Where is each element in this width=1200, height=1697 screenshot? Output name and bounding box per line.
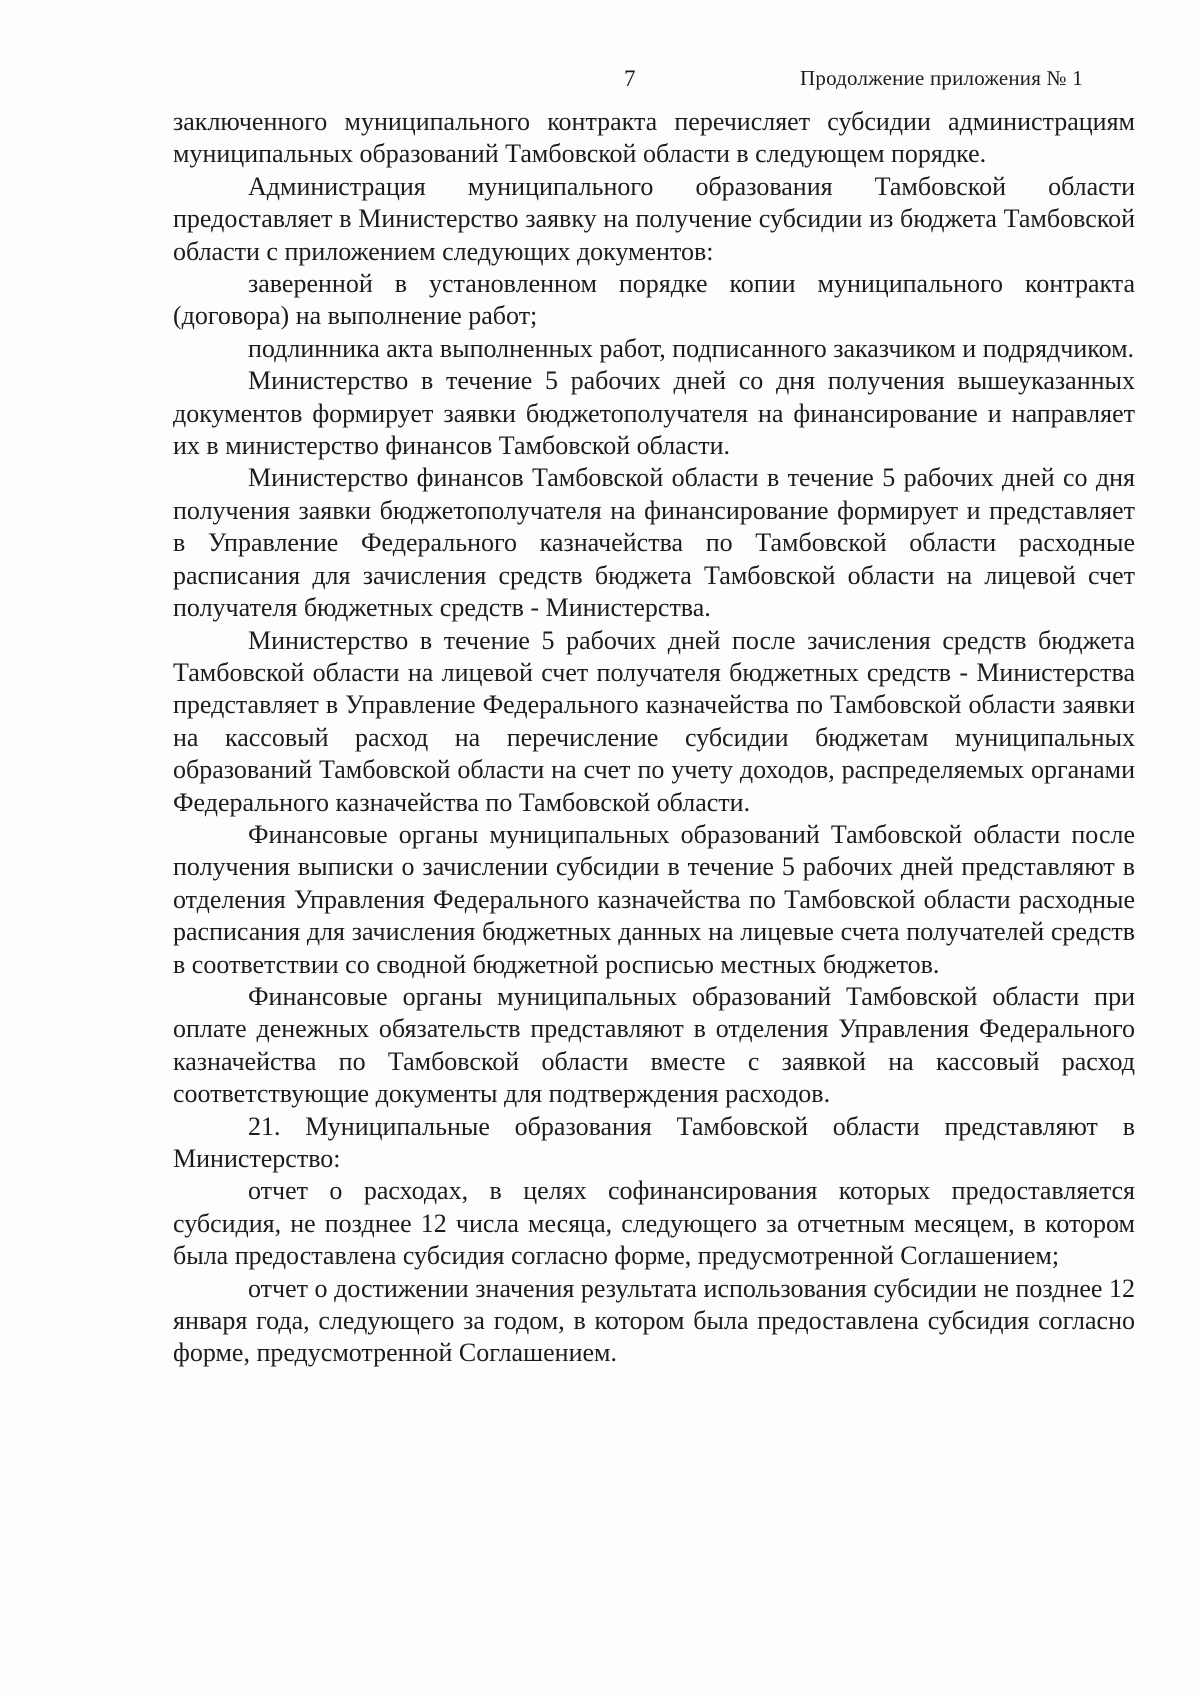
paragraph: Администрация муниципального образования Тамбовской области предоставляет в Министерство заявку на получение субсидии из бюджета Тамбовской области с приложением следующих документов: xyxy=(173,171,1135,266)
paragraph: отчет о расходах, в целях софинансирования которых предоставляется субсидия, не позднее 12 числа месяца, следующего за отчетным месяцем, в котором была предоставлена субсидия согласно форме, предусмотренной Соглашением; xyxy=(173,1176,1135,1271)
paragraph: Министерство в течение 5 рабочих дней со дня получения вышеуказанных документов формирует заявки бюджетополучателя на финансирование и направляет их в министерство финансов Тамбовской области. xyxy=(173,366,1135,461)
paragraph: подлинника акта выполненных работ, подписанного заказчиком и подрядчиком. xyxy=(248,333,1135,363)
page-number: 7 xyxy=(624,66,636,91)
document-body xyxy=(173,106,1135,1370)
paragraph-clause-21: 21. Муниципальные образования Тамбовской области представляют в Министерство: xyxy=(173,1111,1135,1173)
paragraph: Финансовые органы муниципальных образований Тамбовской области после получения выписки о зачислении субсидии в течение 5 рабочих дней представляют в отделения Управления Федерального казначейства по Тамбовской области расходные расписания для зачисления бюджетных данных на лицевые счета получателей средств в соответствии со сводной бюджетной росписью местных бюджетов. xyxy=(173,819,1135,979)
paragraph: Финансовые органы муниципальных образований Тамбовской области при оплате денежных обязательств представляют в отделения Управления Федерального казначейства по Тамбовской области вместе с заявкой на кассовый расход соответствующие документы для подтверждения расходов. xyxy=(173,981,1135,1109)
paragraph: отчет о достижении значения результата использования субсидии не позднее 12 января года, следующего за годом, в котором была предоставлена субсидия согласно форме, предусмотренной Соглашением. xyxy=(173,1273,1135,1368)
page-header xyxy=(0,66,1200,102)
appendix-continuation-note: Продолжение приложения № 1 xyxy=(800,66,1083,90)
paragraph: Министерство финансов Тамбовской области в течение 5 рабочих дней со дня получения заявки бюджетополучателя на финансирование формирует и представляет в Управление Федерального казначейства по Тамбовской области расходные расписания для зачисления средств бюджета Тамбовской области на лицевой счет получателя бюджетных средств - Министерства. xyxy=(173,463,1135,623)
paragraph-continued: заключенного муниципального контракта перечисляет субсидии администрациям муниципальных образований Тамбовской области в следующем порядке. xyxy=(173,107,1135,169)
paragraph: Министерство в течение 5 рабочих дней после зачисления средств бюджета Тамбовской области на лицевой счет получателя бюджетных средств - Министерства представляет в Управление Федерального казначейства по Тамбовской области заявки на кассовый расход на перечисление субсидии бюджетам муниципальных образований Тамбовской области на счет по учету доходов, распределяемых органами Федерального казначейства по Тамбовской области. xyxy=(173,625,1135,817)
paragraph: заверенной в установленном порядке копии муниципального контракта (договора) на выполнение работ; xyxy=(173,269,1135,331)
